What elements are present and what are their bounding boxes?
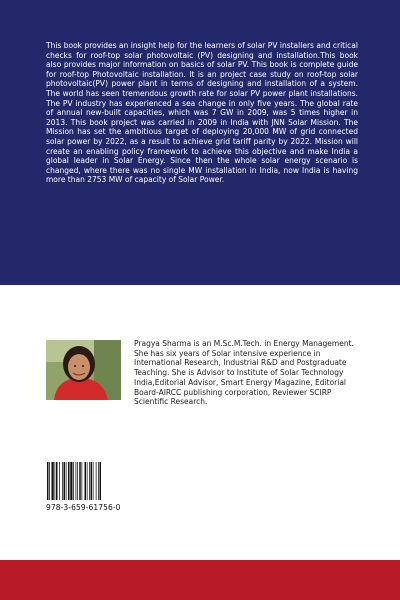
barcode-bar bbox=[77, 462, 78, 500]
barcode-bar bbox=[85, 462, 87, 500]
barcode-bar bbox=[62, 462, 63, 500]
barcode-bar bbox=[52, 462, 54, 500]
isbn-number: 978-3-659-61756-0 bbox=[46, 503, 121, 512]
barcode-bar bbox=[70, 462, 72, 500]
isbn-barcode bbox=[46, 462, 121, 500]
barcode-bar bbox=[56, 462, 58, 500]
barcode-bar bbox=[98, 462, 99, 500]
barcode-bar bbox=[91, 462, 93, 500]
barcode-bar bbox=[47, 462, 49, 500]
barcode-bar bbox=[64, 462, 66, 500]
bottom-band bbox=[0, 560, 400, 600]
barcode-bar bbox=[96, 462, 97, 500]
barcode-bar bbox=[79, 462, 81, 500]
barcode-bar bbox=[100, 462, 102, 500]
barcode-bar bbox=[73, 462, 74, 500]
barcode-bar bbox=[66, 462, 67, 500]
book-blurb: This book provides an insight help for the learners of solar PV installers and critical checks for roof-top solar photovoltaic (PV) designing and installation.This book also provides major information on basics of solar PV. This book is complete guide for roof-top Photovoltaic installation. It is an project case study on roof-top solar photovoltaic(PV) power plant in terms of designing and installation of a system. The world has seen tremendous growth rate for solar PV power plant installations. The PV industry has experienced a sea change in only five years. The global rate of annual new-built capacities, which was 7 GW in 2009, was 5 times higher in 2013. This book project was carried in 2009 in India with JNN Solar Mission. The Mission has set the ambitious target of deploying 20,000 MW of grid connected solar power by 2022, as a result to achieve grid tariff parity by 2022. Mission will create an enabling policy framework to achieve this objective and make India a global leader in Solar Energy. Since then the whole solar energy scenario is changed, where there was no single MW installation in India, now India is having more than 2753 MW of capacity of Solar Power. bbox=[46, 41, 358, 185]
barcode-bar bbox=[76, 462, 77, 500]
blurb-panel bbox=[0, 0, 400, 285]
barcode-bar bbox=[55, 462, 56, 500]
author-panel bbox=[0, 285, 400, 560]
barcode-bar bbox=[87, 462, 88, 500]
barcode-bar bbox=[49, 462, 50, 500]
barcode-bar bbox=[59, 462, 60, 500]
barcode-bar bbox=[93, 462, 94, 500]
barcode-bar bbox=[68, 462, 70, 500]
author-bio: Pragya Sharma is an M.Sc.M.Tech. in Energy Management. She has six years of Solar intensive experience in International Research, Industrial R&D and Postgraduate Teaching. She is Advisor to Institute of Solar Technology India,Editorial Advisor, Smart Energy Magazine, Editorial Board-AIRCC publishing corporation, Reviewer SCIRP Scientific Research. bbox=[134, 339, 354, 407]
barcode-bar bbox=[82, 462, 83, 500]
author-photo bbox=[46, 340, 121, 400]
barcode-bar bbox=[89, 462, 90, 500]
